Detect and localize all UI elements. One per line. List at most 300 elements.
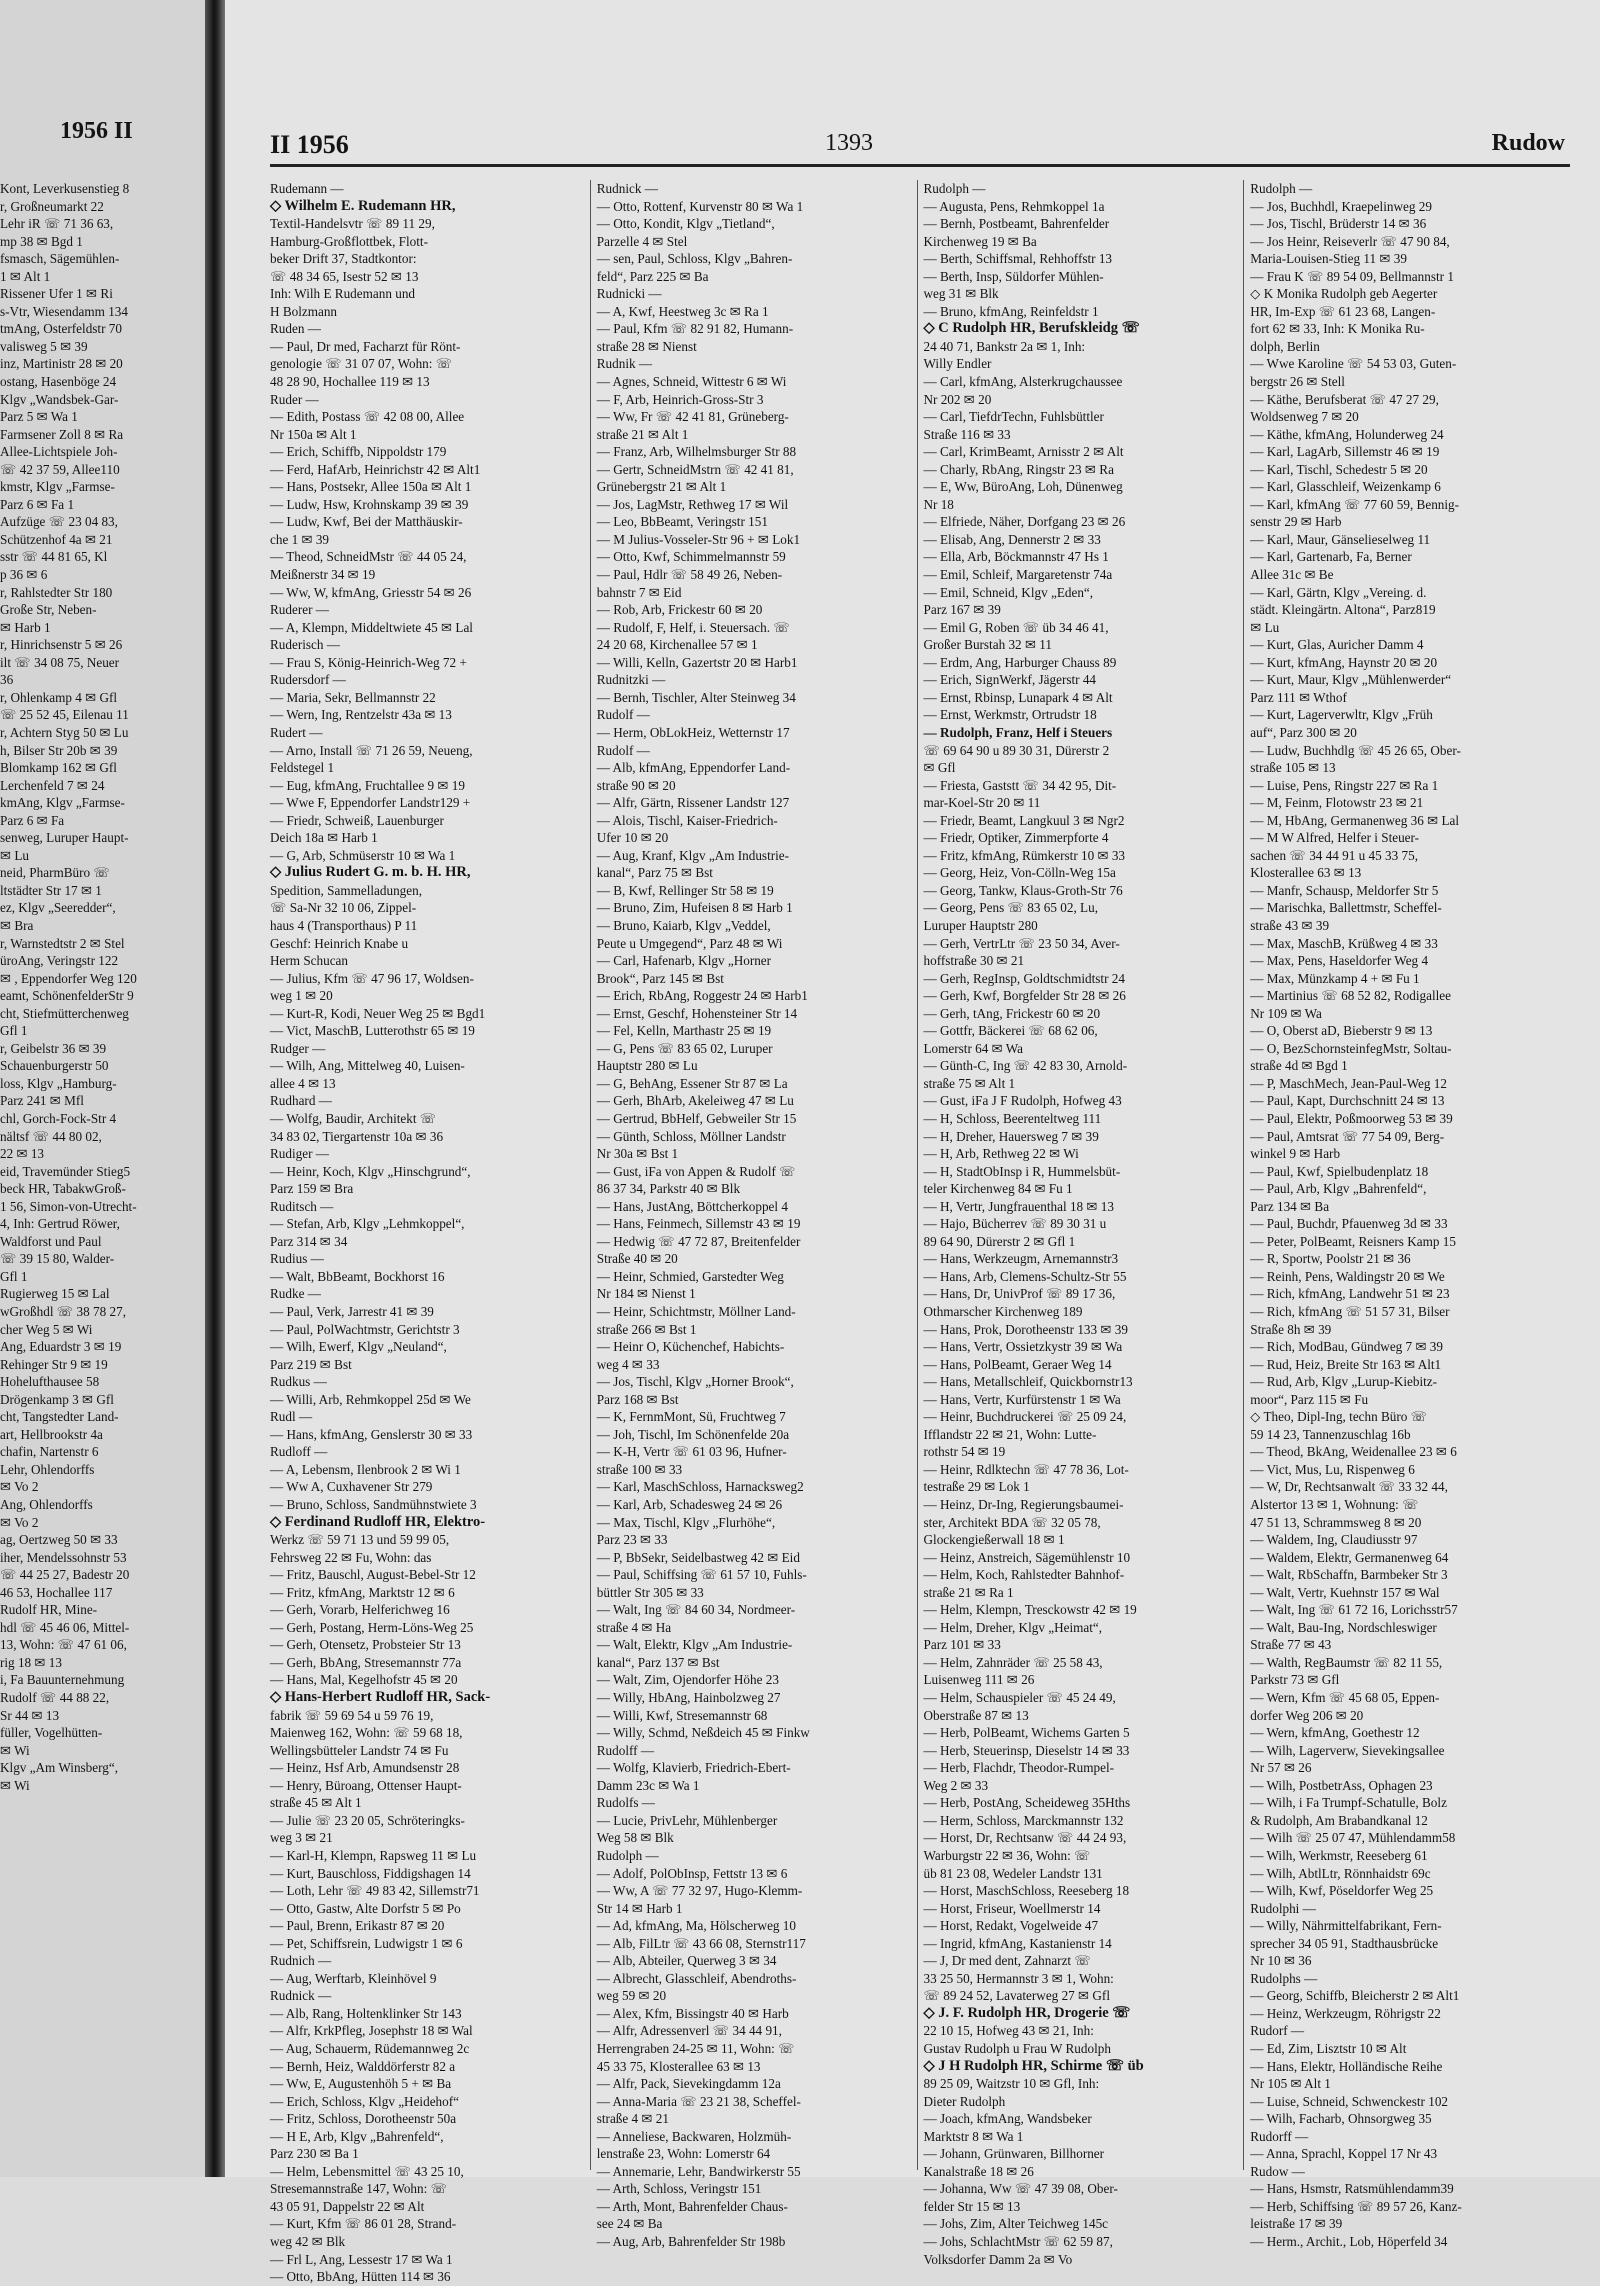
surname-heading: Rudnik — (596, 356, 653, 372)
directory-entry-line: — Friedr, Schweiß, Lauenburger (270, 812, 444, 828)
directory-entry-line: — Paul, Elektr, Poßmoorweg 53 ✉ 39 (1250, 1110, 1453, 1126)
directory-entry-line: — Heinr O, Küchenchef, Habichts- (596, 1339, 785, 1355)
directory-column-2 (590, 180, 917, 2249)
left-page-line: ✉ Vo 2 (0, 1479, 39, 1495)
left-page-line: sstr ☏ 44 81 65, Kl (0, 549, 108, 565)
left-page-line: kmstr, Klgv „Farmse- (0, 479, 115, 495)
directory-entry-line: — Alfr, KrkPfleg, Josephstr 18 ✉ Wal (270, 2023, 473, 2039)
directory-entry-line: — Julie ☏ 23 20 05, Schröteringks- (270, 1812, 465, 1828)
directory-entry-line: — F, Arb, Heinrich-Gross-Str 3 (596, 391, 764, 407)
directory-entry-line: — sen, Paul, Schloss, Klgv „Bahren- (596, 251, 793, 267)
directory-entry-line: Allee 31c ✉ Be (1250, 567, 1334, 583)
directory-entry-line: — Herm, ObLokHeiz, Wetternstr 17 (596, 724, 790, 740)
directory-entry-line: che 1 ✉ 39 (270, 531, 330, 547)
directory-entry-line: — Otto, BbAng, Hütten 114 ✉ 36 (270, 2269, 451, 2285)
directory-entry-line: — Johs, SchlachtMstr ☏ 62 59 87, (923, 2233, 1113, 2249)
left-page-line: Rudolf HR, Mine- (0, 1602, 98, 1618)
directory-entry-line: allee 4 ✉ 13 (270, 1075, 336, 1091)
left-page-line: r, Hinrichsenstr 5 ✉ 26 (0, 637, 123, 653)
directory-entry-line: Othmarscher Kirchenweg 189 (923, 1304, 1083, 1319)
directory-entry-line: — Alb, Rang, Holtenklinker Str 143 (270, 2005, 462, 2021)
directory-entry-line: — Paul, Amtsrat ☏ 77 54 09, Berg- (1250, 1128, 1445, 1144)
directory-entry-line: & Rudolph, Am Brabandkanal 12 (1250, 1812, 1428, 1828)
directory-entry-line: — Leo, BbBeamt, Veringstr 151 (596, 514, 768, 530)
directory-entry-line: Klosterallee 63 ✉ 13 (1250, 865, 1362, 881)
directory-column-4 (1243, 180, 1570, 2249)
left-page-line: Klgv „Wandsbek-Gar- (0, 391, 119, 407)
surname-heading: Rudolph — (596, 1847, 659, 1863)
page-header (270, 128, 1570, 167)
left-page-line: senweg, Luruper Haupt- (0, 830, 129, 846)
directory-entry-line: — Jos, Buchhdl, Kraepelinweg 29 (1250, 198, 1432, 214)
directory-entry-line: — Hedwig ☏ 47 72 87, Breitenfelder (596, 1233, 801, 1249)
directory-entry-line: straße 100 ✉ 33 (596, 1461, 683, 1477)
directory-entry-line: — Anna, Sprachl, Koppel 17 Nr 43 (1250, 2146, 1438, 2162)
directory-entry-line: — M, HbAng, Germanenweg 36 ✉ Lal (1250, 812, 1460, 828)
directory-entry-line: HR, Im-Exp ☏ 61 23 68, Langen- (1250, 303, 1436, 319)
directory-entry-line: — Paul, Buchdr, Pfauenweg 3d ✉ 33 (1250, 1216, 1448, 1232)
directory-entry-line: — Kurt, Glas, Auricher Damm 4 (1250, 637, 1424, 653)
volume-label: II 1956 (270, 130, 349, 159)
left-page-line: p 36 ✉ 6 (0, 567, 48, 583)
directory-entry-line: Wellingsbütteler Landstr 74 ✉ Fu (270, 1742, 449, 1758)
directory-entry-line: 43 05 91, Dappelstr 22 ✉ Alt (270, 2198, 425, 2214)
surname-heading: Rudhard — (270, 1093, 332, 1109)
directory-entry-line: — Paul, Kapt, Durchschnitt 24 ✉ 13 (1250, 1093, 1445, 1109)
directory-entry-line: — Paul, Kfm ☏ 82 91 82, Humann- (596, 321, 794, 337)
directory-entry-line: Parz 111 ✉ Wthof (1250, 689, 1347, 705)
left-page-line: 1 56, Simon-von-Utrecht- (0, 1198, 137, 1214)
directory-entry-line: — Alfr, Gärtn, Rissener Landstr 127 (596, 795, 790, 811)
directory-entry-line: — Willi, Kelln, Gazertstr 20 ✉ Harb1 (596, 654, 798, 670)
directory-entry-line: — Hans, Vertr, Ossietzkystr 39 ✉ Wa (923, 1339, 1123, 1355)
directory-entry-line: — Walt, Elektr, Klgv „Am Industrie- (596, 1637, 793, 1653)
left-page-body (0, 180, 205, 1794)
directory-entry-line: — Hans, Vertr, Kurfürstenstr 1 ✉ Wa (923, 1391, 1121, 1407)
left-page-line: Farmsener Zoll 8 ✉ Ra (0, 426, 124, 442)
directory-entry-line: ◇ Theo, Dipl-Ing, techn Büro ☏ (1250, 1409, 1428, 1425)
directory-entry-line: — Vict, MaschB, Lutterothstr 65 ✉ 19 (270, 1023, 475, 1039)
directory-entry-line: — Karl, MaschSchloss, Harnacksweg2 (596, 1479, 804, 1495)
left-page-line: Waldforst und Paul (0, 1233, 102, 1249)
directory-entry-line: — Kurt, Lagerverwltr, Klgv „Früh (1250, 707, 1433, 723)
surname-heading: Rudolphi — (1250, 1900, 1316, 1916)
directory-entry-line: — Alfr, Pack, Sievekingdamm 12a (596, 2076, 781, 2092)
directory-entry-line: ◇ J. F. Rudolph HR, Drogerie ☏ (923, 2004, 1131, 2021)
directory-columns (270, 180, 1570, 2285)
surname-heading: Rudolf — (596, 707, 650, 723)
directory-entry-line: — A, Klempn, Middeltwiete 45 ✉ Lal (270, 619, 473, 635)
surname-heading: Rudger — (270, 1040, 326, 1056)
surname-heading: Rudnich — (270, 1953, 332, 1969)
surname-heading: Rudke — (270, 1286, 321, 1302)
directory-entry-line: — A, Lebensm, Ilenbrook 2 ✉ Wi 1 (270, 1461, 461, 1477)
directory-entry-line: — Aug, Schauerm, Rüdemannweg 2c (270, 2040, 470, 2056)
directory-entry-line: fabrik ☏ 59 69 54 u 59 76 19, (270, 1707, 434, 1723)
directory-entry-line: Hamburg-Großflottbek, Flott- (270, 233, 428, 249)
directory-entry-line: — Paul, Schiffsing ☏ 61 57 10, Fuhls- (596, 1567, 807, 1583)
directory-entry-line: Herrengraben 24-25 ✉ 11, Wohn: ☏ (596, 2040, 795, 2056)
surname-heading: Rudolf — (596, 742, 650, 758)
left-page-line: 22 ✉ 13 (0, 1146, 45, 1162)
directory-entry-line: 59 14 23, Tannenzuschlag 16b (1250, 1426, 1411, 1442)
directory-entry-line: — Wolfg, Baudir, Architekt ☏ (270, 1110, 437, 1126)
left-page-line: i, Fa Bauunternehmung (0, 1672, 125, 1688)
left-page-line: tmAng, Osterfeldstr 70 (0, 321, 122, 337)
directory-entry-line: — Georg, Heiz, Von-Cölln-Weg 15a (923, 865, 1116, 881)
directory-entry-line: H Bolzmann (270, 303, 338, 319)
left-page-line: Ang, Ohlendorffs (0, 1497, 93, 1513)
directory-entry-line: — Bruno, Kaiarb, Klgv „Veddel, (596, 917, 771, 933)
directory-entry-line: — J, Dr med dent, Zahnarzt ☏ (923, 1953, 1091, 1969)
directory-entry-line: 89 64 90, Dürerstr 2 ✉ Gfl 1 (923, 1233, 1076, 1249)
directory-entry-line: — Rudolph, Franz, Helf i Steuers (923, 724, 1113, 740)
surname-heading: Rudorff — (1250, 2128, 1309, 2144)
directory-entry-line: — Otto, Kwf, Schimmelmannstr 59 (596, 549, 786, 565)
left-page-line: r, Rahlstedter Str 180 (0, 584, 113, 600)
directory-entry-line: — Lucie, PrivLehr, Mühlenberger (596, 1812, 778, 1828)
directory-entry-line: — Waldem, Ing, Claudiusstr 97 (1250, 1532, 1418, 1548)
directory-entry-line: — Erdm, Ang, Harburger Chauss 89 (923, 654, 1117, 670)
directory-entry-line: — A, Kwf, Heestweg 3c ✉ Ra 1 (596, 303, 769, 319)
left-page-line: beck HR, TabakwGroß- (0, 1181, 126, 1197)
directory-entry-line: — Gerh, VertrLtr ☏ 23 50 34, Aver- (923, 935, 1120, 951)
directory-entry-line: — Gust, iFa J F Rudolph, Hofweg 43 (923, 1093, 1122, 1109)
directory-entry-line: — Hans, Arb, Clemens-Schultz-Str 55 (923, 1268, 1127, 1284)
surname-heading: Ruder — (270, 391, 319, 407)
directory-entry-line: — Bruno, Zim, Hufeisen 8 ✉ Harb 1 (596, 900, 793, 916)
directory-entry-line: ◇ Ferdinand Rudloff HR, Elektro- (270, 1513, 486, 1530)
directory-entry-line: bergstr 26 ✉ Stell (1250, 374, 1345, 390)
left-page-line: ☏ 39 15 80, Walder- (0, 1251, 115, 1267)
directory-entry-line: — Rich, kfmAng, Landwehr 51 ✉ 23 (1250, 1286, 1450, 1302)
directory-entry-line: — Hans, Dr, UnivProf ☏ 89 17 36, (923, 1286, 1116, 1302)
directory-entry-line: 89 25 09, Waitzstr 10 ✉ Gfl, Inh: (923, 2076, 1100, 2092)
surname-heading: Rudolff — (596, 1742, 655, 1758)
directory-entry-line: — Helm, Zahnräder ☏ 25 58 43, (923, 1654, 1103, 1670)
left-page-line: r, Achtern Styg 50 ✉ Lu (0, 724, 129, 740)
directory-entry-line: — Wilh, AbtlLtr, Rönnhaidstr 69c (1250, 1865, 1431, 1881)
left-page-line: r, Großneumarkt 22 (0, 198, 104, 214)
directory-entry-line: — R, Sportw, Poolstr 21 ✉ 36 (1250, 1251, 1411, 1267)
left-page-line: ✉ Wi (0, 1742, 30, 1758)
surname-heading: Ruden — (270, 321, 321, 337)
directory-entry-line: — E, Ww, BüroAng, Loh, Dünenweg (923, 479, 1123, 495)
directory-entry-line: — Walt, BbBeamt, Bockhorst 16 (270, 1268, 445, 1284)
directory-entry-line: dorfer Weg 206 ✉ 20 (1250, 1707, 1364, 1723)
directory-entry-line: Weg 2 ✉ 33 (923, 1777, 989, 1793)
left-page-line: r, Geibelstr 36 ✉ 39 (0, 1040, 107, 1056)
directory-entry-line: straße 4 ✉ 21 (596, 2111, 669, 2127)
directory-entry-line: — Peter, PolBeamt, Reisners Kamp 15 (1250, 1233, 1456, 1249)
directory-entry-line: — G, BehAng, Essener Str 87 ✉ La (596, 1075, 788, 1091)
directory-entry-line: — Agnes, Schneid, Wittestr 6 ✉ Wi (596, 374, 787, 390)
directory-entry-line: — Georg, Tankw, Klaus-Groth-Str 76 (923, 882, 1123, 898)
directory-entry-line: — Kurt, Maur, Klgv „Mühlenwerder“ (1250, 672, 1452, 688)
directory-entry-line: ✉ Gfl (923, 760, 956, 776)
directory-entry-line: — Erich, RbAng, Roggestr 24 ✉ Harb1 (596, 988, 808, 1004)
directory-entry-line: kanal“, Parz 75 ✉ Bst (596, 865, 713, 881)
directory-column-3 (917, 180, 1244, 2267)
left-page-line: ✉ Lu (0, 847, 29, 863)
directory-entry-line: Herm Schucan (270, 953, 348, 969)
directory-column-1 (270, 180, 590, 2285)
directory-entry-line: — Paul, Arb, Klgv „Bahrenfeld“, (1250, 1181, 1427, 1197)
directory-entry-line: beker Drift 37, Stadtkontor: (270, 251, 417, 267)
directory-entry-line: — Emil, Schleif, Margaretenstr 74a (923, 567, 1113, 583)
directory-entry-line: — O, Oberst aD, Bieberstr 9 ✉ 13 (1250, 1023, 1433, 1039)
directory-entry-line: — Alb, Abteiler, Querweg 3 ✉ 34 (596, 1953, 777, 1969)
directory-entry-line: Grünebergstr 21 ✉ Alt 1 (596, 479, 727, 495)
directory-entry-line: straße 90 ✉ 20 (596, 777, 676, 793)
directory-entry-line: — Willy, HbAng, Hainbolzweg 27 (596, 1690, 781, 1706)
directory-entry-line: — Georg, Schiffb, Bleicherstr 2 ✉ Alt1 (1250, 1988, 1460, 2004)
directory-entry-line: Nr 184 ✉ Nienst 1 (596, 1286, 696, 1302)
directory-entry-line: — Herm., Archit., Lob, Höperfeld 34 (1250, 2233, 1448, 2249)
directory-entry-line: — Albrecht, Glasschleif, Abendroths- (596, 1970, 797, 1986)
directory-entry-line: Kirchenweg 19 ✉ Ba (923, 233, 1037, 249)
directory-entry-line: Feldstegel 1 (270, 760, 335, 776)
directory-entry-line: Parz 219 ✉ Bst (270, 1356, 352, 1372)
directory-entry-line: — Karl, Gärtn, Klgv „Vereing. d. (1250, 584, 1427, 600)
directory-entry-line: — Bernh, Heiz, Walddörferstr 82 a (270, 2058, 456, 2074)
surname-heading: Ruditsch — (270, 1198, 334, 1214)
left-page-line: ✉ Wi (0, 1777, 30, 1793)
directory-entry-line: — Aug, Arb, Bahrenfelder Str 198b (596, 2233, 786, 2249)
directory-entry-line: Parz 230 ✉ Ba 1 (270, 2146, 359, 2162)
left-page-line: neid, PharmBüro ☏ (0, 865, 110, 881)
directory-entry-line: auf“, Parz 300 ✉ 20 (1250, 724, 1357, 740)
directory-entry-line: — Rob, Arb, Frickestr 60 ✉ 20 (596, 602, 763, 618)
surname-heading: Ruderisch — (270, 637, 340, 653)
left-page-line: h, Bilser Str 20b ✉ 39 (0, 742, 118, 758)
directory-entry-line: — H, Arb, Rethweg 22 ✉ Wi (923, 1146, 1079, 1162)
directory-entry-line: fort 62 ✉ 33, Inh: K Monika Ru- (1250, 321, 1425, 337)
directory-entry-line: — Berth, Insp, Süldorfer Mühlen- (923, 268, 1104, 284)
directory-entry-line: — Otto, Kondit, Klgv „Tietland“, (596, 216, 775, 232)
directory-entry-line: — Georg, Pens ☏ 83 65 02, Lu, (923, 900, 1098, 916)
directory-entry-line: — Augusta, Pens, Rehmkoppel 1a (923, 198, 1105, 214)
directory-entry-line: testraße 29 ✉ Lok 1 (923, 1479, 1030, 1495)
directory-entry-line: — Bruno, Schloss, Sandmühnstwiete 3 (270, 1497, 477, 1513)
directory-entry-line: büttler Str 305 ✉ 33 (596, 1584, 704, 1600)
directory-entry-line: — Wwe F, Eppendorfer Landstr129 + (270, 795, 471, 811)
directory-entry-line: — Joach, kfmAng, Wandsbeker (923, 2111, 1092, 2127)
page-number: 1393 (825, 130, 873, 156)
directory-entry-line: — G, Arb, Schmüserstr 10 ✉ Wa 1 (270, 847, 456, 863)
directory-entry-line: — Gust, iFa von Appen & Rudolf ☏ (596, 1163, 796, 1179)
directory-entry-line: Geschf: Heinrich Knabe u (270, 935, 409, 951)
directory-entry-line: — Adolf, PolObInsp, Fettstr 13 ✉ 6 (596, 1865, 788, 1881)
directory-entry-line: ◇ K Monika Rudolph geb Aegerter (1250, 286, 1438, 302)
left-page-line: ürоAng, Veringstr 122 (0, 953, 119, 969)
directory-entry-line: — Heinr, Rdlktechn ☏ 47 78 36, Lot- (923, 1461, 1129, 1477)
directory-entry-line: — Alois, Tischl, Kaiser-Friedrich- (596, 812, 778, 828)
directory-entry-line: — B, Kwf, Rellinger Str 58 ✉ 19 (596, 882, 774, 898)
directory-entry-line: — Gerh, Postang, Herm-Löns-Weg 25 (270, 1619, 474, 1635)
directory-entry-line: — Wilh, Ang, Mittelweg 40, Luisen- (270, 1058, 465, 1074)
directory-entry-line: — Rudolf, F, Helf, i. Steuersach. ☏ (596, 619, 790, 635)
directory-entry-line: rothstr 54 ✉ 19 (923, 1444, 1006, 1460)
left-page-line: Große Str, Neben- (0, 602, 97, 618)
left-page-line: Gfl 1 (0, 1023, 28, 1039)
directory-entry-line: — Kurt, Kfm ☏ 86 01 28, Strand- (270, 2216, 457, 2232)
left-page-line: rig 18 ✉ 13 (0, 1654, 62, 1670)
directory-entry-line: — Walt, Ing ☏ 84 60 34, Nordmeer- (596, 1602, 796, 1618)
directory-entry-line: — Alb, FilLtr ☏ 43 66 08, Sternstr117 (596, 1935, 806, 1951)
left-page-line: fsmasch, Sägemühlen- (0, 251, 120, 267)
directory-entry-line: — Theod, SchneidMstr ☏ 44 05 24, (270, 549, 467, 565)
directory-entry-line: — Ernst, Geschf, Hohensteiner Str 14 (596, 1005, 798, 1021)
directory-entry-line: ◇ Hans-Herbert Rudloff HR, Sack- (270, 1689, 491, 1706)
left-page-line: ☏ 44 25 27, Badestr 20 (0, 1567, 130, 1583)
directory-entry-line: — Wilh, i Fa Trumpf-Schatulle, Bolz (1250, 1795, 1447, 1811)
left-page-line: ✉ , Eppendorfer Weg 120 (0, 970, 137, 986)
directory-entry-line: Willy Endler (923, 356, 992, 372)
left-page-line: ltstädter Str 17 ✉ 1 (0, 882, 102, 898)
left-page-line: art, Hellbrookstr 4a (0, 1426, 103, 1442)
directory-entry-line: straße 75 ✉ Alt 1 (923, 1075, 1016, 1091)
left-page-line: 36 (0, 672, 14, 688)
left-page-line: ostang, Hasenböge 24 (0, 374, 117, 390)
directory-entry-line: — Rich, kfmAng ☏ 51 57 31, Bilser (1250, 1304, 1450, 1319)
directory-entry-line: — Ludw, Hsw, Krohnskamp 39 ✉ 39 (270, 496, 469, 512)
directory-entry-line: Spedition, Sammelladungen, (270, 882, 423, 898)
directory-entry-line: ◇ C Rudolph HR, Berufskleidg ☏ (923, 320, 1140, 337)
directory-entry-line: — W, Dr, Rechtsanwalt ☏ 33 32 44, (1250, 1479, 1448, 1495)
directory-entry-line: — Fritz, kfmAng, Marktstr 12 ✉ 6 (270, 1584, 455, 1600)
directory-entry-line: Straße 8h ✉ 39 (1250, 1321, 1332, 1337)
directory-entry-line: Stresemannstraße 147, Wohn: ☏ (270, 2181, 448, 2197)
left-page-line: ag, Oertzweg 50 ✉ 33 (0, 1532, 118, 1548)
directory-entry-line: — Stefan, Arb, Klgv „Lehmkoppel“, (270, 1216, 465, 1232)
directory-entry-line: — Max, Münzkamp 4 + ✉ Fu 1 (1250, 970, 1420, 986)
directory-entry-line: ster, Architekt BDA ☏ 32 05 78, (923, 1514, 1101, 1530)
directory-entry-line: haus 4 (Transporthaus) P 11 (270, 917, 418, 933)
left-page-line: ez, Klgv „Seeredder“, (0, 900, 116, 916)
directory-entry-line: weg 31 ✉ Blk (923, 286, 999, 302)
left-page-line: kmAng, Klgv „Farmse- (0, 795, 125, 811)
directory-entry-line: Ifflandstr 22 ✉ 21, Wohn: Lutte- (923, 1426, 1097, 1442)
directory-entry-line: Parz 167 ✉ 39 (923, 602, 1001, 618)
left-page-line: Drögenkamp 3 ✉ Gfl (0, 1391, 114, 1407)
left-page-line: füller, Vogelhütten- (0, 1725, 103, 1741)
left-page-line: ✉ Harb 1 (0, 619, 51, 635)
surname-heading: Rudnicki — (596, 286, 662, 302)
directory-entry-line: — Hans, Elektr, Holländische Reihe (1250, 2058, 1443, 2074)
directory-entry-line: Nr 202 ✉ 20 (923, 391, 992, 407)
directory-entry-line: Parz 101 ✉ 33 (923, 1637, 1001, 1653)
directory-entry-line: — Max, MaschB, Krüßweg 4 ✉ 33 (1250, 935, 1438, 951)
left-page-line: Lehr iR ☏ 71 36 63, (0, 216, 114, 232)
directory-entry-line: Hauptstr 280 ✉ Lu (596, 1058, 698, 1074)
directory-entry-line: — Alb, kfmAng, Eppendorfer Land- (596, 760, 791, 776)
directory-entry-line: — Friesta, Gaststt ☏ 34 42 95, Dit- (923, 777, 1117, 793)
left-page-line: Rudolf ☏ 44 88 22, (0, 1690, 110, 1706)
directory-entry-line: dolph, Berlin (1250, 338, 1320, 354)
directory-entry-line: üb 81 23 08, Wedeler Landstr 131 (923, 1865, 1103, 1881)
directory-entry-line: — Friedr, Optiker, Zimmerpforte 4 (923, 830, 1109, 846)
directory-entry-line: Str 14 ✉ Harb 1 (596, 1900, 683, 1916)
directory-entry-line: — Bernh, Postbeamt, Bahrenfelder (923, 216, 1110, 232)
directory-entry-line: — Gertrud, BbHelf, Gebweiler Str 15 (596, 1110, 797, 1126)
directory-entry-line: sachen ☏ 34 44 91 u 45 33 75, (1250, 847, 1419, 863)
left-page-line: ✉ Bra (0, 917, 34, 933)
surname-heading: Rudius — (270, 1251, 324, 1267)
directory-entry-line: winkel 9 ✉ Harb (1250, 1146, 1341, 1162)
directory-entry-line: weg 42 ✉ Blk (270, 2233, 346, 2249)
directory-entry-line: 24 20 68, Kirchenallee 57 ✉ 1 (596, 637, 758, 653)
directory-entry-line: — Wilh, PostbetrAss, Ophagen 23 (1250, 1777, 1433, 1793)
directory-entry-line: Parz 159 ✉ Bra (270, 1181, 354, 1197)
directory-entry-line: — Erich, Schloss, Klgv „Heidehof“ (270, 2093, 459, 2109)
directory-entry-line: — Carl, KrimBeamt, Arnisstr 2 ✉ Alt (923, 444, 1124, 460)
directory-entry-line: — Willi, Arb, Rehmkoppel 25d ✉ We (270, 1391, 471, 1407)
directory-entry-line: — Loth, Lehr ☏ 49 83 42, Sillemstr71 (270, 1883, 480, 1899)
directory-entry-line: — Waldem, Elektr, Germanenweg 64 (1250, 1549, 1449, 1565)
directory-entry-line: — Emil, Schneid, Klgv „Eden“, (923, 584, 1094, 600)
directory-entry-line: — Wilh, Ewerf, Klgv „Neuland“, (270, 1339, 447, 1355)
directory-entry-line: — Arth, Schloss, Veringstr 151 (596, 2181, 762, 2197)
directory-entry-line: bahnstr 7 ✉ Eid (596, 584, 682, 600)
directory-entry-line: — Jos, Tischl, Brüderstr 14 ✉ 36 (1250, 216, 1427, 232)
directory-entry-line: Nr 150a ✉ Alt 1 (270, 426, 357, 442)
directory-entry-line: — Joh, Tischl, Im Schönenfelde 20a (596, 1426, 790, 1442)
directory-entry-line: 34 83 02, Tiergartenstr 10a ✉ 36 (270, 1128, 444, 1144)
directory-entry-line: — Johanna, Ww ☏ 47 39 08, Ober- (923, 2181, 1118, 2197)
directory-entry-line: — Karl, Glasschleif, Weizenkamp 6 (1250, 479, 1441, 495)
directory-entry-line: — Günth-C, Ing ☏ 42 83 30, Arnold- (923, 1058, 1128, 1074)
directory-entry-line: teler Kirchenweg 84 ✉ Fu 1 (923, 1181, 1073, 1197)
directory-entry-line: straße 28 ✉ Nienst (596, 338, 697, 354)
left-page-line: hdl ☏ 45 46 06, Mittel- (0, 1619, 130, 1635)
left-page-line: 13, Wohn: ☏ 47 61 06, (0, 1637, 127, 1653)
directory-entry-line: Straße 40 ✉ 20 (596, 1251, 678, 1267)
left-page-line: Parz 6 ✉ Fa 1 (0, 496, 75, 512)
directory-entry-line: — M Julius-Vosseler-Str 96 + ✉ Lok1 (596, 531, 801, 547)
directory-entry-line: — Gerh, RegInsp, Goldtschmidtstr 24 (923, 970, 1125, 986)
directory-entry-line: Deich 18a ✉ Harb 1 (270, 830, 378, 846)
directory-entry-line: — Willy, Schmd, Neßdeich 45 ✉ Finkw (596, 1725, 810, 1741)
left-page-line: cht, Stiefmütterchenweg (0, 1005, 129, 1021)
directory-entry-line: — Bruno, kfmAng, Reinfeldstr 1 (923, 303, 1099, 319)
directory-entry-line: straße 45 ✉ Alt 1 (270, 1795, 362, 1811)
directory-entry-line: — Ed, Zim, Lisztstr 10 ✉ Alt (1250, 2040, 1407, 2056)
directory-entry-line: weg 4 ✉ 33 (596, 1356, 660, 1372)
directory-entry-line: — Ella, Arb, Böckmannstr 47 Hs 1 (923, 549, 1109, 565)
directory-entry-line: straße 105 ✉ 13 (1250, 760, 1336, 776)
directory-entry-line: — Käthe, Berufsberat ☏ 47 27 29, (1250, 391, 1439, 407)
directory-entry-line: Maria-Louisen-Stieg 11 ✉ 39 (1250, 251, 1407, 267)
directory-entry-line: — Aug, Kranf, Klgv „Am Industrie- (596, 847, 790, 863)
directory-entry-line: — Wern, Kfm ☏ 45 68 05, Eppen- (1250, 1690, 1440, 1706)
surname-heading: Rudert — (270, 724, 323, 740)
directory-entry-line: ◇ Wilhelm E. Rudemann HR, (270, 197, 456, 214)
directory-entry-line: Alstertor 13 ✉ 1, Wohnung: ☏ (1250, 1497, 1419, 1513)
directory-entry-line: — Franz, Arb, Wilhelmsburger Str 88 (596, 444, 797, 460)
directory-entry-line: Luisenweg 111 ✉ 26 (923, 1672, 1035, 1688)
directory-entry-line: — Gertr, SchneidMstrn ☏ 42 41 81, (596, 461, 794, 477)
left-page-line: Rissener Ufer 1 ✉ Ri (0, 286, 113, 302)
surname-heading: Rudkus — (270, 1374, 327, 1390)
directory-entry-line: — Alex, Kfm, Bissingstr 40 ✉ Harb (596, 2005, 789, 2021)
directory-entry-line: Werkz ☏ 59 71 13 und 59 99 05, (270, 1532, 450, 1548)
directory-entry-line: — Heinr, Koch, Klgv „Hinschgrund“, (270, 1163, 471, 1179)
directory-entry-line: — Rich, ModBau, Gündweg 7 ✉ 39 (1250, 1339, 1443, 1355)
directory-entry-line: — Helm, Lebensmittel ☏ 43 25 10, (270, 2163, 464, 2179)
directory-entry-line: — Gottfr, Bäckerei ☏ 68 62 06, (923, 1023, 1098, 1039)
directory-entry-line: — Kurt-R, Kodi, Neuer Weg 25 ✉ Bgd1 (270, 1005, 486, 1021)
